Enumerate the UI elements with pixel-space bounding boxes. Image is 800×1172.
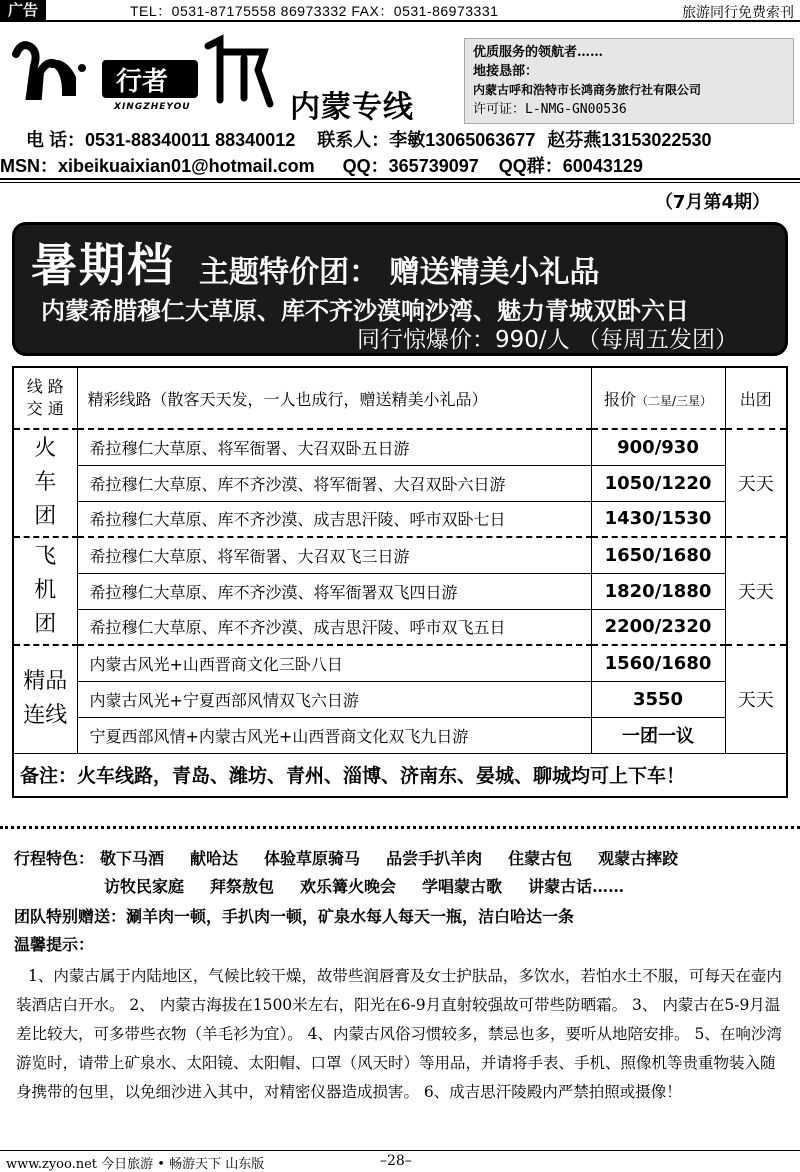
price-cell: 1650/1680: [591, 537, 725, 573]
price-cell: 900/930: [591, 429, 725, 465]
route-cell: 希拉穆仁大草原、将军衙署、大召双飞三日游: [77, 537, 591, 573]
top-bar: [0, 0, 800, 22]
feature-item: 品尝手扒羊肉: [386, 849, 483, 868]
category-plane-label: 飞机团: [34, 544, 57, 637]
departure-cell: 天天: [725, 645, 787, 753]
tips-body: 1、内蒙古属于内陆地区，气候比较干燥，故带些润唇膏及女士护肤品，多饮水，若怕水土不服，可每天在壶内装酒店白开水。 2、 内蒙古海拔在1500米左右，阳光在6-9月直射较强故可带些防晒霜。 3、 内蒙古在5-9月温差比较大，可多带些衣物（羊毛衫为宜）。 4、内蒙古风俗习惯较多，禁忌也多，要听从地陪安排。 5、在响沙湾游览时，请带上矿泉水、太阳镜、太阳帽、口罩（风天时）等用品，并请将手表、手机、照像机等贵重物装入随身携带的包里，以免细沙进入其中，对精密仪器造成损害。 6、成吉思汗陵殿内严禁拍照或摄像！: [16, 967, 782, 1101]
svg-text:行者: 行者: [116, 67, 169, 97]
price-cell: 2200/2320: [591, 609, 725, 645]
table-row: [13, 645, 787, 681]
category-plane: [13, 537, 77, 645]
line-title: 内蒙专线: [290, 90, 414, 125]
logo-text: XINGZHEYOU: [114, 102, 191, 112]
table-note: 备注：火车线路，青岛、潍坊、青州、淄博、济南东、晏城、聊城均可上下车！: [13, 753, 787, 797]
departure-cell: 天天: [725, 537, 787, 645]
license-number: 许可证：L-NMG-GN00536: [473, 102, 627, 117]
ad-tag: 广告: [0, 0, 46, 21]
price-cell: 一团一议: [591, 717, 725, 753]
footer-text: www.zyoo.net 今日旅游 • 畅游天下 山东版: [6, 1157, 265, 1172]
route-cell: 内蒙古风光+山西晋商文化三卧八日: [77, 645, 591, 681]
header-transport-line2: 交 通: [26, 399, 64, 418]
qq-group-label: QQ群：: [498, 156, 563, 176]
sponsor-line-1: 优质服务的领航者……: [473, 45, 604, 60]
promo-headline: 暑期档: [31, 238, 175, 292]
dotted-divider: [0, 826, 800, 829]
page-number: –28–: [380, 1153, 412, 1169]
features-line-2: [104, 874, 650, 897]
price-cell: 1560/1680: [591, 645, 725, 681]
qq-number: 365739097: [388, 156, 479, 176]
feature-item: 住蒙古包: [508, 849, 573, 868]
header-divider: [0, 178, 800, 180]
table-header-row: [13, 367, 787, 429]
header-price: [591, 367, 725, 429]
table-note-row: [13, 753, 787, 797]
promo-price: 同行惊爆价：990/人 （每周五发团）: [357, 327, 738, 353]
route-cell: 宁夏西部风情+内蒙古风光+山西晋商文化双飞九日游: [77, 717, 591, 753]
header-departure: 出团: [725, 367, 787, 429]
qq-label: QQ：: [342, 156, 389, 176]
feature-item: 讲蒙古话……: [528, 877, 625, 896]
category-train: [13, 429, 77, 537]
table-row: [13, 537, 787, 573]
footer-divider: [0, 1150, 800, 1151]
route-cell: 内蒙古风光+宁夏西部风情双飞六日游: [77, 681, 591, 717]
sponsor-line-2: 地接恳部：: [473, 64, 539, 79]
route-cell: 希拉穆仁大草原、将军衙署、大召双卧五日游: [77, 429, 591, 465]
msn-address: xibeikuaixian01@hotmail.com: [58, 156, 315, 176]
phone-label: 电 话：: [26, 130, 86, 150]
header-divider-thin: [0, 182, 800, 183]
price-cell: 1820/1880: [591, 573, 725, 609]
feature-item: 拜祭敖包: [210, 877, 275, 896]
tips-title: 温馨提示：: [14, 935, 95, 954]
price-cell: 1050/1220: [591, 465, 725, 501]
promo-route: 内蒙希腊穆仁大草原、库不齐沙漠响沙湾、魅力青城双卧六日: [41, 297, 689, 325]
table-row: [13, 609, 787, 645]
route-cell: 希拉穆仁大草原、库不齐沙漠、将军衙署双飞四日游: [77, 573, 591, 609]
price-cell: 1430/1530: [591, 501, 725, 537]
sponsor-box: [464, 38, 794, 124]
msn-label: MSN：: [0, 156, 58, 176]
top-contact: TEL：0531-87175558 86973332 FAX：0531-86973331: [130, 3, 499, 19]
category-premium-label: 精品连线: [23, 669, 68, 729]
phone-line: [26, 126, 711, 152]
departure-cell: 天天: [725, 429, 787, 537]
route-table: [12, 366, 788, 798]
header-price-note: （二星/三星）: [635, 393, 713, 408]
qq-group-number: 60043129: [562, 156, 643, 176]
feature-item: 观蒙古摔跤: [598, 849, 679, 868]
contact-label: 联系人：: [317, 130, 390, 150]
header-route: 精彩线路（散客天天发，一人也成行，赠送精美小礼品）: [77, 367, 591, 429]
feature-item: 欢乐篝火晚会: [300, 877, 397, 896]
issue-number: （7月第4期）: [654, 192, 770, 213]
feature-item: 学唱蒙古歌: [422, 877, 503, 896]
table-row: [13, 681, 787, 717]
category-train-label: 火车团: [34, 436, 57, 529]
feature-item: 访牧民家庭: [104, 877, 185, 896]
feature-item: 敬下马酒: [100, 849, 165, 868]
price-cell: 3550: [591, 681, 725, 717]
contact-person-2: 赵芬燕13153022530: [547, 130, 712, 150]
table-row: [13, 429, 787, 465]
promo-theme: 主题特价团： 赠送精美小礼品: [199, 255, 600, 290]
route-cell: 希拉穆仁大草原、库不齐沙漠、成吉思汗陵、呼市双飞五日: [77, 609, 591, 645]
logo: [12, 32, 290, 124]
phone-number: 0531-88340011 88340012: [85, 130, 296, 150]
table-row: [13, 717, 787, 753]
category-premium: [13, 645, 77, 753]
feature-item: 体验草原骑马: [264, 849, 361, 868]
contact-person-1: 李敏13065063677: [389, 130, 536, 150]
online-contact-line: [0, 152, 643, 178]
table-row: [13, 501, 787, 537]
top-slogan: 旅游同行免费索刊: [682, 5, 794, 21]
team-gift: 团队特别赠送：涮羊肉一顿，手扒肉一顿，矿泉水每人每天一瓶，洁白哈达一条: [14, 907, 575, 926]
features-line-1: [14, 846, 678, 869]
table-row: [13, 465, 787, 501]
feature-item: 献哈达: [190, 849, 239, 868]
table-row: [13, 573, 787, 609]
header-transport: [13, 367, 77, 429]
features-label: 行程特色：: [14, 849, 95, 868]
route-cell: 希拉穆仁大草原、库不齐沙漠、成吉思汗陵、呼市双卧七日: [77, 501, 591, 537]
promo-banner: [12, 222, 788, 356]
header-price-label: 报价: [603, 389, 636, 409]
sponsor-line-3: 内蒙古呼和浩特市长鸿商务旅行社有限公司: [473, 83, 702, 97]
header-transport-line1: 线 路: [26, 377, 64, 396]
route-cell: 希拉穆仁大草原、库不齐沙漠、将军衙署、大召双卧六日游: [77, 465, 591, 501]
